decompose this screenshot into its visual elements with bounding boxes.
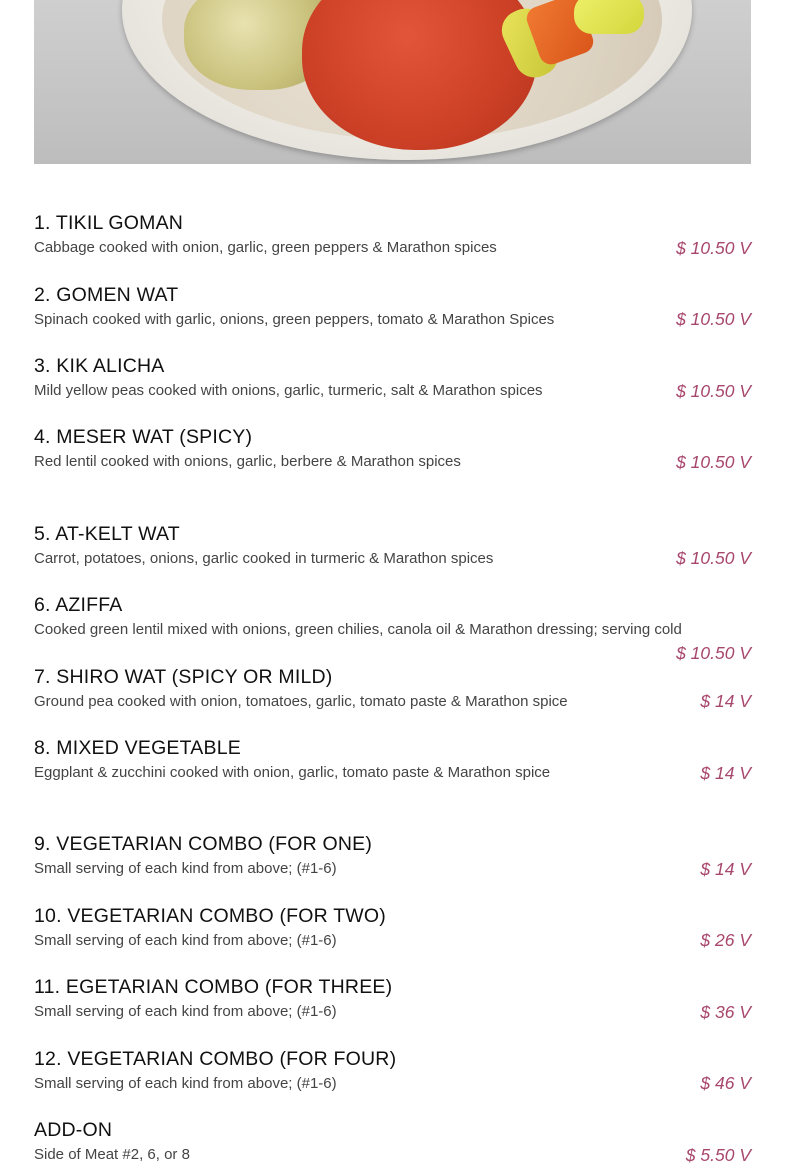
item-name: 4. MESER WAT (SPICY) [34,426,253,448]
item-price: $ 10.50 V [676,452,751,472]
item-description: Spinach cooked with garlic, onions, green peppers, tomato & Marathon Spices [34,311,555,328]
item-price: $ 10.50 V [676,381,751,401]
item-description: Red lentil cooked with onions, garlic, berbere & Marathon spices [34,453,461,470]
item-price: $ 10.50 V [676,238,751,258]
item-price: $ 14 V [700,859,751,879]
item-name: 10. VEGETARIAN COMBO (FOR TWO) [34,905,386,927]
item-price: $ 10.50 V [676,643,751,663]
item-name: 12. VEGETARIAN COMBO (FOR FOUR) [34,1048,397,1070]
item-description: Cabbage cooked with onion, garlic, green peppers & Marathon spices [34,239,497,256]
item-description: Ground pea cooked with onion, tomatoes, garlic, tomato paste & Marathon spice [34,693,568,710]
item-description: Small serving of each kind from above; (#1-6) [34,932,337,949]
item-name: 1. TIKIL GOMAN [34,212,184,234]
item-description: Mild yellow peas cooked with onions, garlic, turmeric, salt & Marathon spices [34,382,543,399]
item-name: 5. AT-KELT WAT [34,523,180,545]
item-price: $ 36 V [700,1002,751,1022]
item-name: ADD-ON [34,1119,113,1141]
item-description: Side of Meat #2, 6, or 8 [34,1146,190,1163]
item-description: Cooked green lentil mixed with onions, green chilies, canola oil & Marathon dressing; serving cold [34,621,682,638]
item-price: $ 26 V [700,930,751,950]
item-name: 9. VEGETARIAN COMBO (FOR ONE) [34,833,373,855]
item-description: Small serving of each kind from above; (#1-6) [34,1003,337,1020]
item-price: $ 46 V [700,1073,751,1093]
item-price: $ 5.50 V [685,1145,751,1165]
item-price: $ 14 V [700,763,751,783]
item-name: 7. SHIRO WAT (SPICY OR MILD) [34,666,333,688]
item-price: $ 10.50 V [676,309,751,329]
potato-image [574,0,644,34]
item-price: $ 14 V [700,691,751,711]
item-name: 3. KIK ALICHA [34,355,165,377]
item-price: $ 10.50 V [676,548,751,568]
item-description: Eggplant & zucchini cooked with onion, garlic, tomato paste & Marathon spice [34,764,551,781]
item-name: 6. AZIFFA [34,594,123,616]
item-name: 8. MIXED VEGETABLE [34,737,241,759]
item-description: Small serving of each kind from above; (#1-6) [34,860,337,877]
item-description: Small serving of each kind from above; (#1-6) [34,1075,337,1092]
item-description: Carrot, potatoes, onions, garlic cooked in turmeric & Marathon spices [34,550,494,567]
food-photo [34,0,751,164]
item-name: 2. GOMEN WAT [34,284,179,306]
item-name: 11. EGETARIAN COMBO (FOR THREE) [34,976,393,998]
